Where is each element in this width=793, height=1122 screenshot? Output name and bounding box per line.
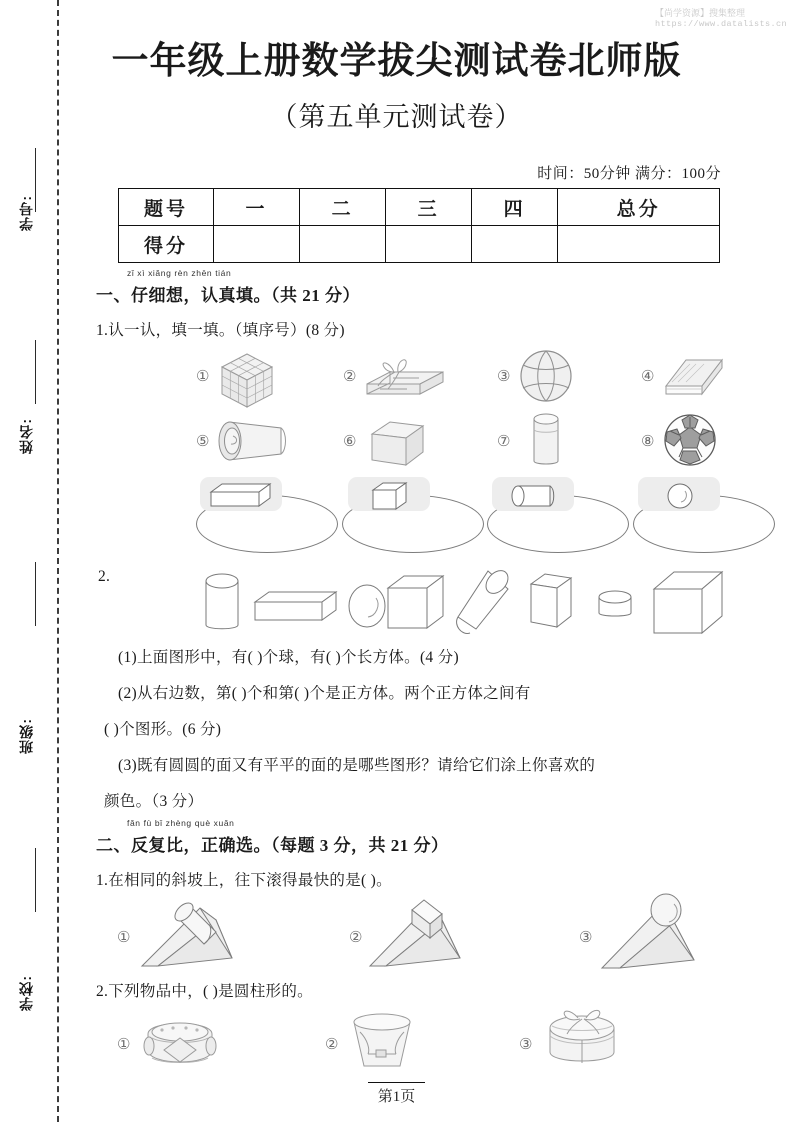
basketball-icon bbox=[517, 347, 575, 405]
option2-number-1[interactable]: ① bbox=[117, 1037, 131, 1053]
score-cell-2[interactable] bbox=[300, 226, 386, 263]
option2-number-2[interactable]: ② bbox=[325, 1037, 339, 1053]
can-icon bbox=[524, 410, 568, 470]
s1-q2-sub-4: (3)既有圆圆的面又有平平的面的是哪些图形？请给它们涂上你喜欢的 bbox=[118, 757, 596, 774]
shape-sphere bbox=[345, 582, 389, 630]
shape-cylinder bbox=[196, 570, 248, 636]
table-col-1: 一 bbox=[214, 189, 300, 226]
shape-cuboid-tall bbox=[527, 570, 575, 632]
item-number-7: ⑦ bbox=[497, 434, 511, 450]
margin-label-school: 学校: bbox=[18, 975, 34, 1011]
item-number-1: ① bbox=[196, 369, 210, 385]
ramp-sphere-icon[interactable] bbox=[598, 896, 704, 974]
table-row bbox=[119, 226, 720, 263]
shape-cuboid-flat bbox=[252, 588, 340, 628]
table-row bbox=[119, 189, 720, 226]
item-number-5: ⑤ bbox=[196, 434, 210, 450]
bucket-icon[interactable] bbox=[348, 1010, 416, 1074]
gift-box-icon bbox=[362, 350, 448, 406]
watermark-line1: 【尚学资源】搜集整理 bbox=[654, 8, 745, 18]
margin-rule-2 bbox=[35, 340, 36, 404]
table-col-3: 三 bbox=[386, 189, 472, 226]
shape-cylinder-short bbox=[591, 588, 639, 624]
item-number-2: ② bbox=[343, 369, 357, 385]
s1-q2-sub-3: ( )个图形。(6 分) bbox=[104, 721, 222, 738]
score-cell-total[interactable] bbox=[558, 226, 720, 263]
margin-label-student-id: 学号: bbox=[18, 195, 34, 231]
section-2-heading: 二、反复比，正确选。（每题 3 分，共 21 分） bbox=[96, 836, 449, 855]
s1-q2-number: 2. bbox=[98, 568, 111, 585]
margin-dashed-line bbox=[57, 0, 59, 1122]
table-col-total: 总分 bbox=[558, 189, 720, 226]
shape-cube-large bbox=[650, 567, 726, 639]
section-1-heading: 一、仔细想，认真填。（共 21 分） bbox=[96, 286, 360, 305]
table-col-2: 二 bbox=[300, 189, 386, 226]
option2-number-3[interactable]: ③ bbox=[519, 1037, 533, 1053]
item-number-6: ⑥ bbox=[343, 434, 357, 450]
margin-label-class: 班级: bbox=[18, 718, 34, 754]
round-gift-box-icon[interactable] bbox=[542, 1004, 622, 1074]
table-col-4: 四 bbox=[472, 189, 558, 226]
watermark bbox=[655, 8, 787, 30]
book-icon bbox=[662, 352, 726, 402]
ramp-cuboid-icon[interactable] bbox=[366, 896, 472, 974]
paper-roll-icon bbox=[215, 414, 291, 466]
score-cell-1[interactable] bbox=[214, 226, 300, 263]
page-number: 第1页 bbox=[368, 1082, 426, 1108]
drum-icon[interactable] bbox=[140, 1008, 220, 1076]
cylinder-icon bbox=[508, 481, 560, 511]
score-cell-3[interactable] bbox=[386, 226, 472, 263]
watermark-line2: https://www.datalists.cn bbox=[654, 19, 787, 29]
margin-rule-4 bbox=[35, 848, 36, 912]
rubiks-cube-icon bbox=[216, 349, 278, 411]
shape-cube bbox=[385, 572, 447, 634]
ramp-cylinder-icon[interactable] bbox=[138, 896, 242, 974]
carton-box-icon bbox=[366, 418, 428, 470]
margin-label-name: 姓名: bbox=[18, 418, 34, 454]
page-title: 一年级上册数学拔尖测试卷北师版 bbox=[111, 41, 682, 82]
s1-q2-sub-1: (1)上面图形中，有( )个球，有( )个长方体。(4 分) bbox=[118, 649, 459, 666]
cuboid-icon bbox=[208, 481, 274, 509]
time-and-score-line: 时间：50分钟 满分：100分 bbox=[537, 166, 721, 182]
section-1-pinyin: zǐ xì xiǎng rèn zhēn tián bbox=[127, 268, 232, 278]
item-number-3: ③ bbox=[497, 369, 511, 385]
soccer-ball-icon bbox=[662, 412, 718, 468]
item-number-4: ④ bbox=[641, 369, 655, 385]
score-table bbox=[118, 188, 720, 263]
option-number-1[interactable]: ① bbox=[117, 930, 131, 946]
item-number-8: ⑧ bbox=[641, 434, 655, 450]
option-number-2[interactable]: ② bbox=[349, 930, 363, 946]
s2-q1-text: 1.在相同的斜坡上，往下滚得最快的是( )。 bbox=[96, 872, 392, 889]
s1-q2-sub-5: 颜色。（3 分） bbox=[104, 793, 204, 810]
margin-rule-3 bbox=[35, 562, 36, 626]
table-row-header-score: 得分 bbox=[119, 226, 214, 263]
s2-q2-text: 2.下列物品中，( )是圆柱形的。 bbox=[96, 983, 313, 1000]
s1-q2-sub-2: (2)从右边数，第( )个和第( )个是正方体。两个正方体之间有 bbox=[118, 685, 531, 702]
option-number-3[interactable]: ③ bbox=[579, 930, 593, 946]
table-row-header-number: 题号 bbox=[119, 189, 214, 226]
page-subtitle: （第五单元测试卷） bbox=[270, 102, 523, 132]
score-cell-4[interactable] bbox=[472, 226, 558, 263]
shape-cylinder-tilted bbox=[452, 567, 514, 639]
sphere-icon bbox=[664, 480, 696, 512]
cube-icon bbox=[370, 480, 410, 512]
page-footer bbox=[0, 1082, 793, 1108]
section-2-pinyin: fǎn fù bǐ zhèng què xuǎn bbox=[127, 818, 235, 828]
s1-q1-text: 1.认一认，填一填。（填序号）(8 分) bbox=[96, 322, 345, 339]
